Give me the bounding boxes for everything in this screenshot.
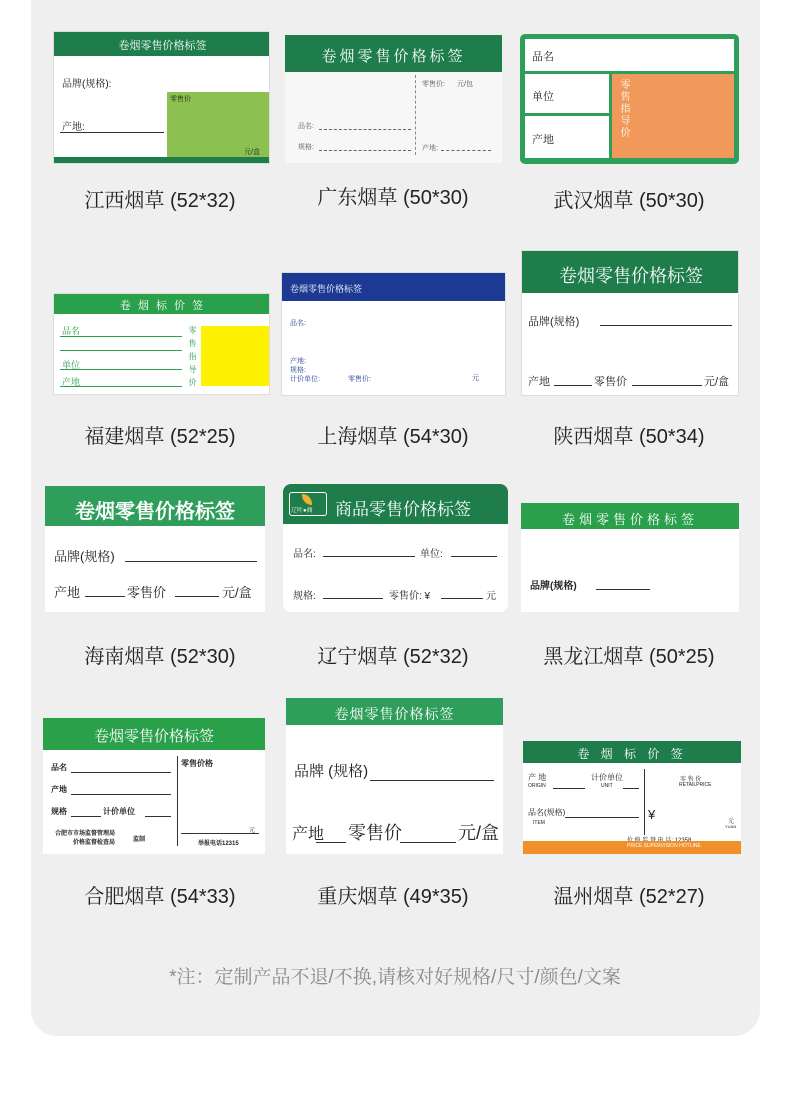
unit-label: 单位 [532, 91, 554, 103]
caption: 温州烟草 (52*27) [553, 886, 705, 908]
unit-label: 元/盒 [244, 149, 260, 156]
brand-label: 品牌(规格) [54, 549, 115, 564]
unit-label: 计价单位 [103, 807, 135, 816]
label-shaanxi[interactable] [521, 250, 739, 396]
price-label: 零售价: [422, 81, 445, 88]
origin-label: 产 地 [528, 773, 547, 782]
origin-label: 产地 [532, 134, 554, 146]
org-line-1: 合肥市市场监督管理局 [55, 831, 116, 837]
label-hefei[interactable] [43, 718, 265, 854]
label-guangdong[interactable] [285, 35, 502, 163]
name-label: 品名 [532, 51, 554, 63]
name-en: ITEM [533, 820, 545, 826]
caption: 福建烟草 (52*25) [84, 426, 236, 448]
guide-price-label: 零售指导价 [188, 326, 197, 391]
label-liaoning[interactable] [283, 484, 508, 612]
unit-label: 单位 [62, 360, 81, 370]
origin-label: 产地: [290, 358, 306, 365]
yuan-label: 元 [486, 591, 496, 602]
label-title: 卷 烟 标 价 签 [577, 747, 687, 761]
label-fujian[interactable] [53, 293, 270, 395]
label-title: 卷烟零售价格标签 [334, 706, 455, 722]
price-en: RETAILPRICE [679, 782, 712, 788]
origin-label: 产地 [528, 376, 550, 388]
label-wenzhou[interactable] [523, 741, 741, 854]
org-line-2: 价格监督检查局 [73, 840, 116, 846]
origin-label: 产地: [62, 122, 85, 133]
caption: 广东烟草 (50*30) [317, 187, 469, 209]
guide-price-label: 零售指导价 [618, 79, 629, 139]
price-box [201, 326, 270, 386]
spec-label: 规格 [51, 807, 67, 816]
caption: 辽宁烟草 (52*32) [317, 646, 469, 668]
name-label: 品名: [290, 320, 306, 327]
brand-label: 品牌(规格) [530, 581, 577, 592]
name-label: 品名: [293, 549, 316, 560]
caption: 武汉烟草 (50*30) [553, 190, 705, 212]
bottom-bar [54, 157, 270, 164]
unit-label: 元/包 [457, 81, 473, 88]
footnote: *注：定制产品不退/不换,请核对好规格/尺寸/颜色/文案 [169, 967, 621, 988]
label-title: 卷烟零售价格标签 [118, 40, 207, 52]
label-chongqing[interactable] [286, 698, 503, 854]
label-jiangxi[interactable] [53, 31, 270, 164]
unit-label: 计价单位 [591, 773, 623, 782]
spec-label: 规格: [290, 367, 306, 374]
unit-en: UNIT [601, 783, 613, 789]
name-label: 品名 [62, 326, 81, 336]
label-title: 卷烟零售价格标签 [290, 284, 363, 294]
origin-label: 产地 [54, 585, 81, 600]
label-title: 卷烟零售价格标签 [321, 48, 466, 65]
caption: 陕西烟草 (50*34) [553, 426, 705, 448]
label-title: 卷烟零售价格标签 [93, 728, 214, 745]
caption: 海南烟草 (52*30) [84, 646, 236, 668]
label-title: 卷烟零售价格标签 [559, 266, 703, 286]
yuan-label: 元 [472, 375, 479, 382]
spec-label: 规格: [293, 591, 316, 602]
caption: 重庆烟草 (49*35) [317, 886, 469, 908]
price-label: 零售价 [594, 376, 627, 388]
name-label: 品名(规格) [528, 808, 566, 817]
label-hainan[interactable] [45, 486, 265, 612]
caption: 黑龙江烟草 (50*25) [543, 646, 715, 668]
price-label: 零售价: ¥ [389, 591, 431, 602]
brand-label: 品牌 (规格) [294, 763, 369, 780]
caption: 江西烟草 (52*32) [84, 190, 236, 212]
origin-label: 产地: [422, 145, 438, 152]
unit-label: 单位: [420, 549, 443, 560]
hotline: 举报电话12315 [198, 841, 239, 847]
yuan-label: 元 [728, 819, 735, 825]
price-label: 零售价 [348, 823, 402, 843]
label-title: 卷 烟 标 价 签 [119, 300, 206, 312]
price-label: 零售价 [170, 96, 191, 103]
price-label: 零售价: [348, 376, 371, 383]
yuan-label: 元 [249, 828, 256, 834]
brand-label: 品牌(规格): [62, 79, 112, 90]
origin-en: ORIGIN [528, 783, 546, 789]
caption: 上海烟草 (54*30) [317, 426, 469, 448]
yen-sign: ¥ [648, 807, 656, 822]
unit-label: 计价单位: [290, 376, 320, 383]
unit-label: 元/盒 [704, 376, 730, 388]
label-shanghai[interactable] [281, 272, 506, 396]
stamp-label: 监制 [133, 837, 146, 843]
origin-label: 产地 [51, 785, 67, 794]
origin-label: 产地 [292, 826, 325, 843]
label-title: 商品零售价格标签 [335, 500, 471, 519]
caption: 合肥烟草 (54*33) [84, 886, 236, 908]
label-title: 卷烟零售价格标签 [561, 512, 698, 527]
logo-text: 辽叶●商 [291, 508, 313, 514]
unit-label: 元/盒 [458, 823, 500, 843]
origin-label: 产地 [62, 377, 81, 387]
brand-label: 品牌(规格) [528, 316, 580, 328]
price-label: 零售价 [127, 585, 167, 600]
hotline-en: PRICE SUPERVISION HOTLINE [627, 843, 701, 849]
label-wuhan[interactable] [520, 34, 739, 164]
label-title: 卷烟零售价格标签 [75, 501, 235, 523]
name-label: 品名 [51, 763, 67, 772]
unit-label: 元/盒 [222, 585, 252, 600]
price-label: 零 售 价 [680, 777, 702, 783]
name-label: 品名: [298, 123, 314, 130]
price-label: 零售价格 [181, 759, 213, 768]
label-heilongjiang[interactable] [521, 503, 739, 612]
yuan-en: YUAN [725, 824, 737, 829]
spec-label: 规格: [298, 144, 314, 151]
